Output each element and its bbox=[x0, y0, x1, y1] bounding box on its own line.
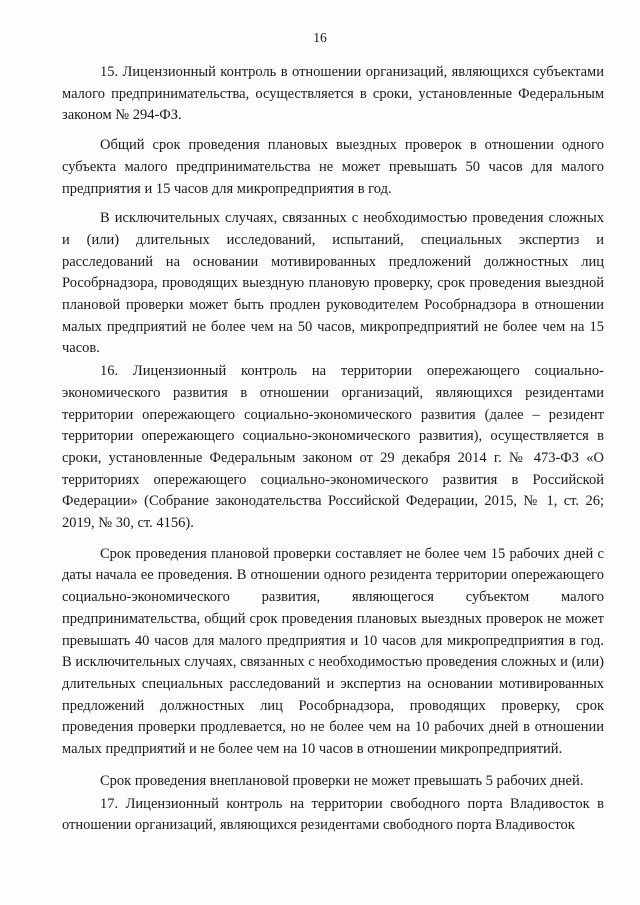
paragraph-total-inspection-time: Общий срок проведения плановых выездных проверок в отношении одного субъекта малого предпринимательства не может превышать 50 часов для малого предприятия и 15 часов для микропредприятия в год. bbox=[62, 137, 604, 197]
paragraph-planned-inspection-term: Срок проведения плановой проверки составляет не более чем 15 рабочих дней с даты начала ее проведения. В отношении одного резидента территории опережающего социально-экономического развития, являющегося субъектом малого предпринимательства, общий срок проведения плановых выездных проверок не может превышать 40 часов для малого предприятия и 10 часов для микропредприятия в год. В исключительных случаях, связанных с необходимостью проведения сложных и (или) длительных специальных расследований и экспертиз на основании мотивированных предложений должностных лиц Рособрнадзора, проводящих проверку, срок проведения проверки продлевается, но не более чем на 10 рабочих дней в отношении малых предприятий и не более чем на 10 часов в отношении микропредприятий. bbox=[62, 545, 604, 758]
paragraph-15: 15. Лицензионный контроль в отношении организаций, являющихся субъектами малого предпринимательства, осуществляется в сроки, установленные Федеральным законом № 294-ФЗ. bbox=[62, 64, 604, 124]
document-body bbox=[62, 62, 604, 837]
paragraph-17: 17. Лицензионный контроль на территории свободного порта Владивосток в отношении организаций, являющихся резидентами свободного порта Владивосток bbox=[62, 795, 604, 834]
paragraph-exceptional-cases: В исключительных случаях, связанных с необходимостью проведения сложных и (или) длительных исследований, испытаний, специальных экспертиз и расследований на основании мотивированных предложений должностных лиц Рособрнадзора, проводящих выездную плановую проверку, срок проведения выездной плановой проверки может быть продлен руководителем Рособрнадзора в отношении малых предприятий не более чем на 50 часов, микропредприятий не более чем на 15 часов. bbox=[62, 210, 604, 357]
paragraph-16: 16. Лицензионный контроль на территории опережающего социально-экономического развития в отношении организаций, являющихся резидентами территории опережающего социально-экономического развития (далее – резидент территории опережающего социально-экономического развития), осуществляется в сроки, установленные Федеральным законом от 29 декабря 2014 г. № 473-ФЗ «О территориях опережающего социально-экономического развития в Российской Федерации» (Собрание законодательства Российской Федерации, 2015, № 1, ст. 26; 2019, № 30, ст. 4156). bbox=[62, 363, 604, 532]
page-number: 16 bbox=[313, 30, 327, 45]
paragraph-unscheduled-inspection-term: Срок проведения внеплановой проверки не может превышать 5 рабочих дней. bbox=[100, 772, 584, 789]
